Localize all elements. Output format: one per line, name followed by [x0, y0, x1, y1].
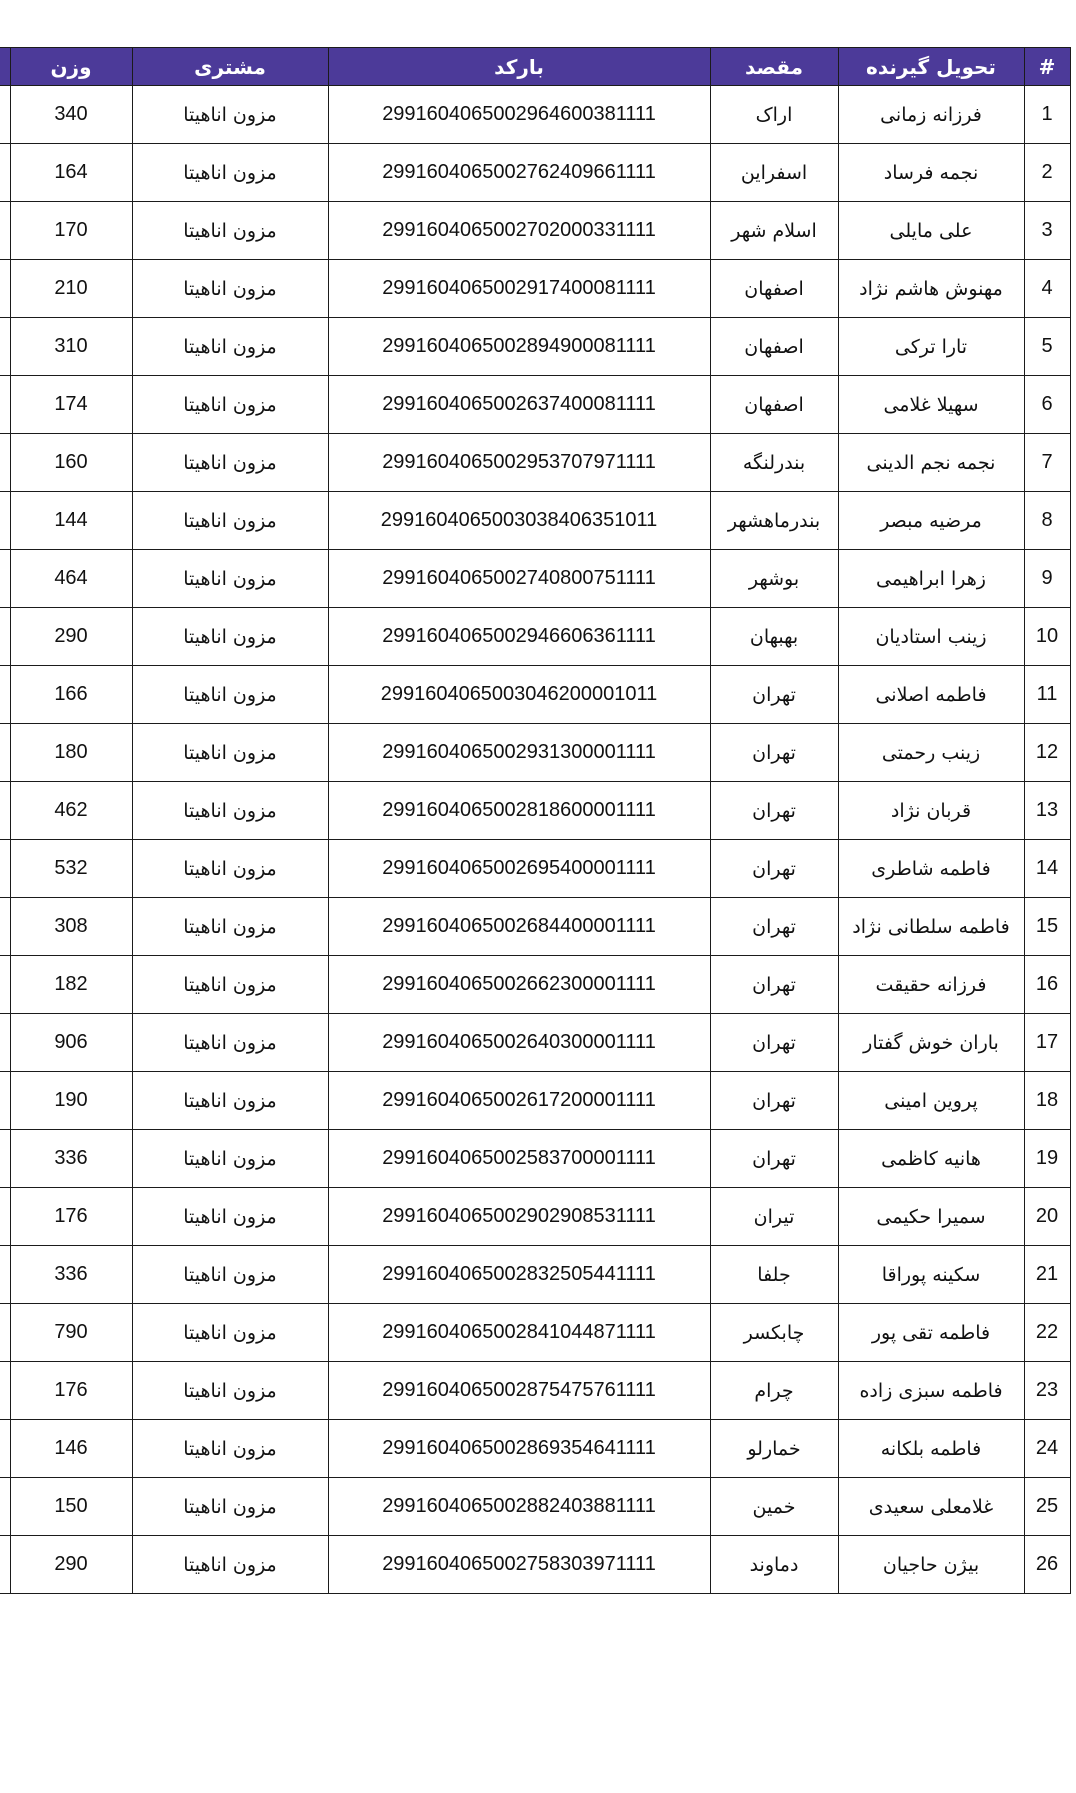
table-row — [0, 144, 1070, 202]
cell-destination: اراک — [710, 86, 838, 144]
cell-index: 6 — [1024, 376, 1070, 434]
table-row — [0, 86, 1070, 144]
cell-recipient: تارا ترکی — [838, 318, 1024, 376]
table-row — [0, 1536, 1070, 1594]
cell-barcode: 2991604065002953707971111 — [328, 434, 710, 492]
table-row — [0, 318, 1070, 376]
cell-recipient: مهنوش هاشم نژاد — [838, 260, 1024, 318]
cell-barcode: 2991604065002869354641111 — [328, 1420, 710, 1478]
cell-weight: 532 — [10, 840, 132, 898]
table-row — [0, 840, 1070, 898]
cell-barcode: 2991604065002917400081111 — [328, 260, 710, 318]
cell-destination: اصفهان — [710, 318, 838, 376]
cell-edge — [0, 666, 10, 724]
cell-index: 4 — [1024, 260, 1070, 318]
table-header — [0, 48, 1070, 86]
cell-index: 14 — [1024, 840, 1070, 898]
cell-barcode: 2991604065002964600381111 — [328, 86, 710, 144]
cell-destination: بهبهان — [710, 608, 838, 666]
table-row — [0, 666, 1070, 724]
cell-edge — [0, 376, 10, 434]
table-row — [0, 1362, 1070, 1420]
cell-customer: مزون اناهیتا — [132, 376, 328, 434]
cell-edge — [0, 956, 10, 1014]
cell-index: 25 — [1024, 1478, 1070, 1536]
cell-destination: تهران — [710, 1130, 838, 1188]
cell-customer: مزون اناهیتا — [132, 898, 328, 956]
cell-destination: تهران — [710, 1014, 838, 1072]
header-weight: وزن — [10, 48, 132, 86]
cell-customer: مزون اناهیتا — [132, 840, 328, 898]
cell-destination: چابکسر — [710, 1304, 838, 1362]
table-row — [0, 260, 1070, 318]
cell-customer: مزون اناهیتا — [132, 492, 328, 550]
table-row — [0, 1188, 1070, 1246]
cell-index: 1 — [1024, 86, 1070, 144]
table-row — [0, 434, 1070, 492]
cell-recipient: فاطمه شاطری — [838, 840, 1024, 898]
cell-recipient: باران خوش گفتار — [838, 1014, 1024, 1072]
cell-recipient: فاطمه اصلانی — [838, 666, 1024, 724]
cell-destination: بندرلنگه — [710, 434, 838, 492]
cell-index: 23 — [1024, 1362, 1070, 1420]
cell-customer: مزون اناهیتا — [132, 318, 328, 376]
cell-barcode: 2991604065002818600001111 — [328, 782, 710, 840]
cell-recipient: فاطمه بلکانه — [838, 1420, 1024, 1478]
cell-recipient: نجمه نجم الدینی — [838, 434, 1024, 492]
cell-index: 7 — [1024, 434, 1070, 492]
cell-index: 19 — [1024, 1130, 1070, 1188]
cell-customer: مزون اناهیتا — [132, 1188, 328, 1246]
cell-customer: مزون اناهیتا — [132, 1072, 328, 1130]
cell-destination: اصفهان — [710, 376, 838, 434]
cell-destination: اسفراین — [710, 144, 838, 202]
table-row — [0, 1420, 1070, 1478]
cell-edge — [0, 260, 10, 318]
cell-customer: مزون اناهیتا — [132, 202, 328, 260]
cell-destination: جلفا — [710, 1246, 838, 1304]
cell-edge — [0, 1420, 10, 1478]
cell-edge — [0, 434, 10, 492]
cell-weight: 190 — [10, 1072, 132, 1130]
cell-index: 10 — [1024, 608, 1070, 666]
cell-destination: تهران — [710, 724, 838, 782]
cell-recipient: زینب رحمتی — [838, 724, 1024, 782]
cell-barcode: 2991604065002758303971111 — [328, 1536, 710, 1594]
cell-barcode: 2991604065002640300001111 — [328, 1014, 710, 1072]
cell-weight: 170 — [10, 202, 132, 260]
cell-index: 24 — [1024, 1420, 1070, 1478]
table-row — [0, 782, 1070, 840]
cell-weight: 310 — [10, 318, 132, 376]
cell-customer: مزون اناهیتا — [132, 666, 328, 724]
cell-recipient: فاطمه تقی پور — [838, 1304, 1024, 1362]
cell-recipient: فاطمه سبزی زاده — [838, 1362, 1024, 1420]
cell-recipient: زهرا ابراهیمی — [838, 550, 1024, 608]
cell-edge — [0, 1304, 10, 1362]
cell-recipient: هانیه کاظمی — [838, 1130, 1024, 1188]
cell-index: 12 — [1024, 724, 1070, 782]
cell-barcode: 2991604065002740800751111 — [328, 550, 710, 608]
cell-customer: مزون اناهیتا — [132, 956, 328, 1014]
cell-barcode: 2991604065002832505441111 — [328, 1246, 710, 1304]
table-row — [0, 202, 1070, 260]
cell-customer: مزون اناهیتا — [132, 1014, 328, 1072]
cell-barcode: 2991604065002662300001111 — [328, 956, 710, 1014]
cell-barcode: 2991604065002946606361111 — [328, 608, 710, 666]
cell-index: 20 — [1024, 1188, 1070, 1246]
cell-customer: مزون اناهیتا — [132, 1478, 328, 1536]
cell-index: 8 — [1024, 492, 1070, 550]
cell-weight: 166 — [10, 666, 132, 724]
cell-edge — [0, 318, 10, 376]
cell-weight: 340 — [10, 86, 132, 144]
cell-weight: 290 — [10, 608, 132, 666]
cell-edge — [0, 1362, 10, 1420]
cell-index: 2 — [1024, 144, 1070, 202]
cell-weight: 176 — [10, 1362, 132, 1420]
cell-edge — [0, 550, 10, 608]
cell-edge — [0, 144, 10, 202]
header-recipient: تحویل گیرنده — [838, 48, 1024, 86]
cell-weight: 176 — [10, 1188, 132, 1246]
cell-edge — [0, 1130, 10, 1188]
cell-barcode: 2991604065002841044871111 — [328, 1304, 710, 1362]
cell-edge — [0, 86, 10, 144]
cell-destination: تهران — [710, 782, 838, 840]
cell-destination: تهران — [710, 666, 838, 724]
cell-customer: مزون اناهیتا — [132, 1246, 328, 1304]
cell-recipient: نجمه فرساد — [838, 144, 1024, 202]
table-row — [0, 1014, 1070, 1072]
cell-customer: مزون اناهیتا — [132, 782, 328, 840]
table-body — [0, 86, 1070, 1594]
cell-customer: مزون اناهیتا — [132, 434, 328, 492]
cell-customer: مزون اناهیتا — [132, 1130, 328, 1188]
cell-index: 5 — [1024, 318, 1070, 376]
cell-weight: 336 — [10, 1246, 132, 1304]
cell-customer: مزون اناهیتا — [132, 144, 328, 202]
cell-index: 15 — [1024, 898, 1070, 956]
cell-destination: خمارلو — [710, 1420, 838, 1478]
cell-weight: 160 — [10, 434, 132, 492]
cell-destination: تیران — [710, 1188, 838, 1246]
table-row — [0, 376, 1070, 434]
table-row — [0, 608, 1070, 666]
cell-barcode: 2991604065003038406351011 — [328, 492, 710, 550]
cell-customer: مزون اناهیتا — [132, 1420, 328, 1478]
cell-index: 18 — [1024, 1072, 1070, 1130]
cell-customer: مزون اناهیتا — [132, 550, 328, 608]
cell-weight: 182 — [10, 956, 132, 1014]
table-row — [0, 1130, 1070, 1188]
cell-recipient: فرزانه زمانی — [838, 86, 1024, 144]
cell-edge — [0, 840, 10, 898]
cell-barcode: 2991604065002902908531111 — [328, 1188, 710, 1246]
cell-barcode: 2991604065002617200001111 — [328, 1072, 710, 1130]
cell-weight: 146 — [10, 1420, 132, 1478]
cell-edge — [0, 1536, 10, 1594]
cell-destination: بوشهر — [710, 550, 838, 608]
cell-edge — [0, 608, 10, 666]
cell-edge — [0, 1072, 10, 1130]
cell-destination: تهران — [710, 956, 838, 1014]
cell-weight: 790 — [10, 1304, 132, 1362]
cell-destination: تهران — [710, 1072, 838, 1130]
cell-edge — [0, 202, 10, 260]
table-row — [0, 1246, 1070, 1304]
cell-recipient: غلامعلی سعیدی — [838, 1478, 1024, 1536]
table-row — [0, 724, 1070, 782]
cell-barcode: 2991604065002702000331111 — [328, 202, 710, 260]
cell-destination: اصفهان — [710, 260, 838, 318]
cell-weight: 336 — [10, 1130, 132, 1188]
cell-destination: چرام — [710, 1362, 838, 1420]
cell-barcode: 2991604065002882403881111 — [328, 1478, 710, 1536]
cell-edge — [0, 1188, 10, 1246]
cell-weight: 180 — [10, 724, 132, 782]
cell-recipient: سهیلا غلامی — [838, 376, 1024, 434]
cell-index: 22 — [1024, 1304, 1070, 1362]
table-row — [0, 550, 1070, 608]
cell-customer: مزون اناهیتا — [132, 608, 328, 666]
header-destination: مقصد — [710, 48, 838, 86]
cell-weight: 150 — [10, 1478, 132, 1536]
table-row — [0, 1304, 1070, 1362]
cell-index: 3 — [1024, 202, 1070, 260]
cell-barcode: 2991604065002762409661111 — [328, 144, 710, 202]
cell-recipient: سمیرا حکیمی — [838, 1188, 1024, 1246]
cell-index: 16 — [1024, 956, 1070, 1014]
cell-weight: 174 — [10, 376, 132, 434]
cell-weight: 462 — [10, 782, 132, 840]
cell-edge — [0, 1246, 10, 1304]
cell-destination: بندرماهشهر — [710, 492, 838, 550]
header-edge-cell — [0, 48, 10, 86]
cell-destination: خمین — [710, 1478, 838, 1536]
cell-recipient: پروین امینی — [838, 1072, 1024, 1130]
cell-recipient: مرضیه مبصر — [838, 492, 1024, 550]
cell-destination: اسلام شهر — [710, 202, 838, 260]
cell-index: 13 — [1024, 782, 1070, 840]
cell-destination: تهران — [710, 840, 838, 898]
cell-customer: مزون اناهیتا — [132, 724, 328, 782]
cell-weight: 906 — [10, 1014, 132, 1072]
cell-recipient: سکینه پوراقا — [838, 1246, 1024, 1304]
cell-weight: 308 — [10, 898, 132, 956]
header-row — [0, 48, 1070, 86]
table-row — [0, 1072, 1070, 1130]
cell-index: 9 — [1024, 550, 1070, 608]
cell-barcode: 2991604065002931300001111 — [328, 724, 710, 782]
cell-weight: 164 — [10, 144, 132, 202]
cell-customer: مزون اناهیتا — [132, 1362, 328, 1420]
cell-barcode: 2991604065002684400001111 — [328, 898, 710, 956]
cell-barcode: 2991604065002875475761111 — [328, 1362, 710, 1420]
cell-index: 26 — [1024, 1536, 1070, 1594]
header-customer: مشتری — [132, 48, 328, 86]
header-barcode: بارکد — [328, 48, 710, 86]
cell-index: 21 — [1024, 1246, 1070, 1304]
cell-recipient: زینب استادیان — [838, 608, 1024, 666]
shipment-table — [0, 47, 1071, 1594]
cell-destination: دماوند — [710, 1536, 838, 1594]
cell-edge — [0, 782, 10, 840]
cell-edge — [0, 898, 10, 956]
cell-edge — [0, 724, 10, 782]
table-row — [0, 492, 1070, 550]
header-index: # — [1024, 48, 1070, 86]
cell-customer: مزون اناهیتا — [132, 1536, 328, 1594]
cell-barcode: 2991604065002894900081111 — [328, 318, 710, 376]
table-row — [0, 956, 1070, 1014]
cell-weight: 144 — [10, 492, 132, 550]
cell-barcode: 2991604065002695400001111 — [328, 840, 710, 898]
cell-weight: 464 — [10, 550, 132, 608]
cell-edge — [0, 1014, 10, 1072]
cell-recipient: قربان نژاد — [838, 782, 1024, 840]
cell-destination: تهران — [710, 898, 838, 956]
cell-recipient: فاطمه سلطانی نژاد — [838, 898, 1024, 956]
cell-index: 11 — [1024, 666, 1070, 724]
cell-edge — [0, 1478, 10, 1536]
cell-weight: 210 — [10, 260, 132, 318]
cell-recipient: علی مایلی — [838, 202, 1024, 260]
cell-index: 17 — [1024, 1014, 1070, 1072]
cell-weight: 290 — [10, 1536, 132, 1594]
cell-barcode: 2991604065002637400081111 — [328, 376, 710, 434]
cell-customer: مزون اناهیتا — [132, 260, 328, 318]
cell-barcode: 2991604065003046200001011 — [328, 666, 710, 724]
table-row — [0, 898, 1070, 956]
cell-edge — [0, 492, 10, 550]
cell-barcode: 2991604065002583700001111 — [328, 1130, 710, 1188]
cell-recipient: فرزانه حقیقت — [838, 956, 1024, 1014]
cell-recipient: بیژن حاجیان — [838, 1536, 1024, 1594]
table-row — [0, 1478, 1070, 1536]
cell-customer: مزون اناهیتا — [132, 1304, 328, 1362]
cell-customer: مزون اناهیتا — [132, 86, 328, 144]
